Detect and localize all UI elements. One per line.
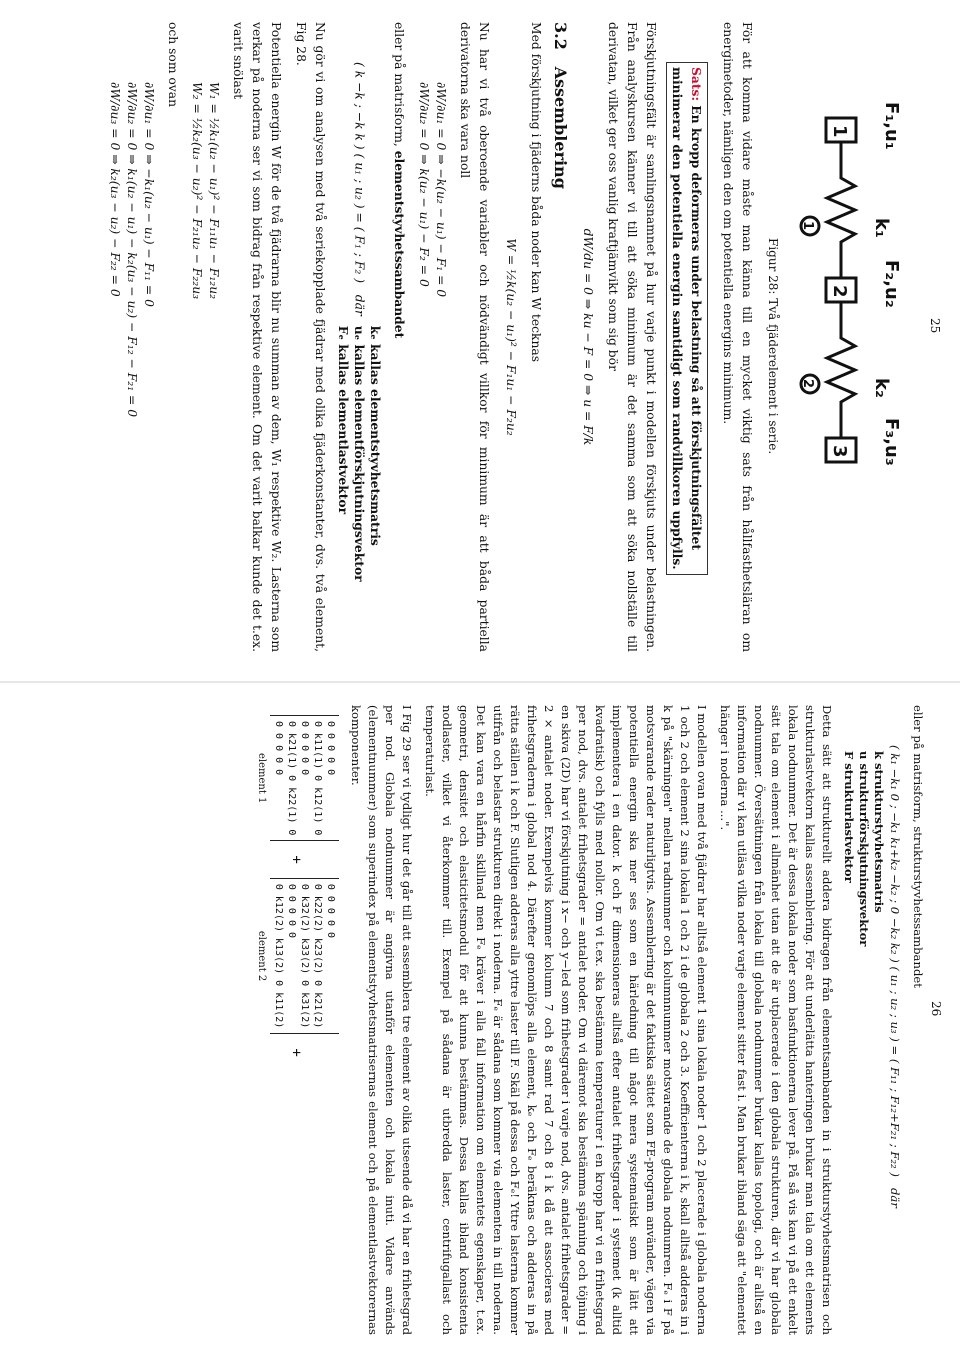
matrix-row: 0 k12(2) k13(2) 0 k11(2): [273, 883, 284, 1029]
matrix-row: 0 k32(2) k33(2) 0 k31(2): [299, 883, 310, 1029]
page-number: 26: [929, 1001, 943, 1017]
paragraph-4-term: elementstyvhetssambandet: [392, 150, 407, 339]
fig-element-1: 1: [800, 221, 815, 231]
paragraph-3: Nu har vi två oberoende variabler och nödvändigt villkor för minimum är att båda partiella derivatorna ska vara noll: [458, 22, 491, 652]
where-label: där: [888, 1187, 902, 1208]
matrix-row: 0 0 0 0 0: [325, 883, 336, 939]
structure-matrix-equation: [841, 745, 903, 1335]
definition-1: kₑ kallas elementstyvhetsmatris: [368, 325, 383, 546]
equation-2: W = ½k(u₂ − u₁)² − F₁u₁ − F₂u₂: [504, 238, 518, 436]
equation-4b: W₂ = ½k₂(u₃ − u₂)² − F₂₁u₂ − F₂₂u₃: [190, 82, 204, 300]
equation-5b: ∂W/∂u₂ = 0 ⇒ k₁(u₂ − u₁) − k₂(u₃ − u₂) − F₁₂ − F₂₁ = 0: [125, 82, 139, 418]
paragraph-7: och som ovan: [166, 22, 180, 108]
matrix-row: 0 0 0 0 0: [299, 721, 310, 776]
paragraph-4-prefix: eller på matrisform,: [392, 22, 406, 147]
paragraph-3: I Fig 29 ser vi tydligt hur det går till att assemblera tre element av olika utseende då vi har en frihetsgrad per nod. Globala nodnummer är angivna utanför elementen och lokala inuti. Vidare används (elementnummer) som superindex på elementstyvhetsmatrisernas element och på elementlastvektorernas komponenter.: [349, 705, 414, 1335]
page-25-body: [100, 22, 756, 652]
fig-label-f2u2: F₂,u₂: [881, 260, 902, 308]
structure-matrix: ( k₁ −k₁ 0 ; −k₁ k₁+k₂ −k₂ ; 0 −k₂ k₂ ) ( u₁ ; u₂ ; u₃ ) = ( F₁₁ ; F₁₂+F₂₁ ; F₂₂ ): [888, 745, 902, 1177]
paragraph-6: Potentiella energin W för de två fjädrarna blir nu summan av dem, W₁ respektive W₂. Lasterna som verkar på noderna ser vi som bidrag från respektive element. Om det varit balkar kunde det t.ex. varit snölast: [231, 22, 283, 652]
equation-1: dW/du = 0 ⇒ ku − F = 0 ⇒ u = F/k: [581, 228, 595, 446]
page-26: [10, 691, 950, 1353]
equation-3a: ∂W/∂u₁ = 0 ⇒ −k(u₂ − u₁) − F₁ = 0: [434, 82, 448, 298]
equation-3b: ∂W/∂u₂ = 0 ⇒ k(u₂ − u₁) − F₂ = 0: [417, 82, 431, 287]
lead-paragraph: eller på matrisform, strukturstyvhetssambandet: [911, 705, 925, 988]
element-2-block: [253, 878, 339, 1035]
element-matrices: [253, 715, 339, 1335]
fig-node-1: 1: [829, 125, 850, 138]
definition-2: uₑ kallas elementförskjutningsvektor: [352, 325, 367, 582]
matrix-row: 0 0 0 0 0: [325, 721, 336, 776]
paragraph-1: Förskjutningsfält är samlingsnamnet på hur varje punkt i modellen förskjuts under belastningen. Från analyskursen känner vi till att söka minimum är det samma som att söka nollställe till derivatan, vilket ger oss vanlig kraftjämvikt som sig bör: [606, 22, 658, 652]
element-1-caption: element 1: [256, 752, 267, 804]
fig-node-3: 3: [829, 445, 850, 458]
figure-caption: Figur 28: Två fjäderelement i serie.: [766, 238, 780, 455]
fig-node-2: 2: [829, 285, 850, 298]
fig-label-f1u1: F₁,u₁: [881, 102, 902, 150]
page-divider: [0, 681, 960, 683]
definition-3: F strukturlastvektor: [842, 751, 856, 883]
matrix-row: 0 k21(1) 0 k22(1) 0: [286, 721, 297, 836]
paragraph-1: Detta sätt att strukturellt addera bidragen från elementsambanden in i strukturstyvhetsmatrisen och strukturlastvektorn kallas assemblering. För att underlätta hanteringen brukar man tala om ett elements lokala nodnummer. Det är dessa lokala noder som basfunktionerna lever på. På så vis kan vi på ett enkelt sätt tala om element i allmänhet utan att de är utplacerade i den globala strukturen, där vi har globala nodnummer. Översättningen från lokala till globala nodnummer brukar kallas topologi, och är alltså en information där vi kan utläsa vilka noder varje element sitter fast i. Man brukar ibland säga att "elementet hänger i noderna ...".: [718, 705, 834, 1335]
where-label: där: [352, 294, 367, 316]
paragraph-2: Med förskjutning i fjäderns båda noder kan W tecknas: [529, 22, 543, 363]
element-1-block: [253, 715, 339, 841]
theorem-label: Sats:: [689, 67, 704, 101]
matrix-row: 0 0 0 0 0: [273, 721, 284, 776]
element-2-matrix: [270, 878, 339, 1035]
element-1-matrix: [270, 715, 339, 841]
equation-4a: W₁ = ½k₁(u₂ − u₁)² − F₁₁u₁ − F₁₂u₂: [207, 82, 221, 300]
fig-element-2: 2: [800, 379, 815, 389]
intro-paragraph: För att komma vidare måste man känna till en mycket viktig sats från hållfasthetsläran om energimetoder, nämligen den om potentiella energins minimum.: [721, 22, 754, 652]
paragraph-2: I modellen ovan med två fjädrar har alltså element 1 sina lokala noder 1 och 2 placerade i globala noderna 1 och 2 och element 2 sina lokala 1 och 2 i de globala 2 och 3. Koefficienterna i k, skall alltså adderas in i k på "skärningen" mellan radnummer och kolumnnummer motsvarande de globala nodnumren. Fₑ i F på motsvarande rader naturligtvis. Assemblering är det faktiska sättet som FE-program använder, vägen via potentiella energin ska mer ses som en härledning till något mera systematiskt som är lätt att implementera i en dator. k och F dimensioneras alltså efter antalet frihetsgrader i systemet (k alltid kvadratisk) och fylls med nollor. Om vi t.ex. ska bestämma temperaturer i en kropp har vi en frihetsgrad per nod, dvs. antalet frihetsgrader = antalet noder. Om vi däremot ska bestämma spänning och töjning i en skiva (2D) har vi förskjutning i x− och y−led som frihetsgrader i varje nod, dvs. antalet frihetsgrader = 2 × antalet noder. Exempelvis kommer kolumn 7 och 8 samt rad 7 och 8 i k då att associeras med frihetsgraderna i global nod 4. Därefter genomlöps alla element, kₑ och Fₑ beräknas och adderas in på rätta ställen i k och F. Slutligen adderas alla yttre laster till F. Skäl på dessa och Fₑ! Yttre lasterna kommer utifrån och belastar strukturen direkt i noderna. Fₑ är sådana som kommer via elementen in till noderna. Det kan vara en hårfin skillnad men Fₑ kräver i alla fall information om elementets egenskaper, t.ex. geometri, densitet och elasticitetsmodul för att kunna bestämmas. Dessa kallas ibland konsistenta nodlaster, vilket vi återkommer till. Exempel på sådana är utbredda laster, centrifugallast och temperaturlast.: [423, 705, 709, 1335]
paragraph-5: Nu gör vi om analysen med två seriekopplade fjädrar med olika fjäderkonstanter, dvs. två element, Fig 28.: [294, 22, 327, 652]
fig-label-k1: k₁: [871, 218, 892, 238]
spring-figure: [786, 88, 926, 568]
definition-2: u strukturförskjutningsvektor: [857, 751, 871, 947]
matrix-row: 0 k22(2) k23(2) 0 k21(2): [312, 883, 323, 1029]
section-number: 3.2: [551, 22, 570, 50]
equation-4: [188, 82, 222, 652]
matrix-equation: ( k −k ; −k k ) ( u₁ ; u₂ ) = ( F₁ ; F₂ ): [352, 62, 367, 284]
equation-5c: ∂W/∂u₃ = 0 ⇒ k₂(u₃ − u₂) − F₂₂ = 0: [108, 82, 122, 297]
plus-sign: +: [288, 1048, 305, 1057]
theorem-box: [666, 62, 708, 575]
fig-label-f3u3: F₃,u₃: [881, 418, 902, 466]
section-heading: [551, 22, 570, 652]
matrix-row: 0 k11(1) 0 k12(1) 0: [312, 721, 323, 836]
equation-5a: ∂W/∂u₁ = 0 ⇒ −k₁(u₂ − u₁) − F₁₁ = 0: [142, 82, 156, 307]
plus-sign: +: [288, 855, 305, 864]
page-25: [10, 8, 950, 670]
fig-label-k2: k₂: [871, 378, 892, 398]
section-title: Assemblering: [551, 66, 570, 189]
page-26-body: [253, 705, 926, 1335]
paragraph-4: [389, 22, 409, 652]
matrix-row: 0 0 0 0 0: [286, 883, 297, 939]
theorem-line-2: minimerar den potentiella energin samtidigt som randvillkoren uppfylls.: [670, 67, 685, 570]
definition-1: k strukturstyvhetsmatris: [872, 751, 886, 913]
page-number: 25: [928, 318, 942, 334]
element-matrix-equation: [335, 62, 383, 652]
equation-3: [415, 82, 449, 652]
element-2-caption: element 2: [256, 930, 267, 982]
definition-3: Fₑ kallas elementlastvektor: [336, 325, 351, 515]
theorem-line-1: En kropp deformeras under belastning så att förskjutningsfältet: [689, 105, 704, 551]
equation-5: [106, 82, 157, 652]
